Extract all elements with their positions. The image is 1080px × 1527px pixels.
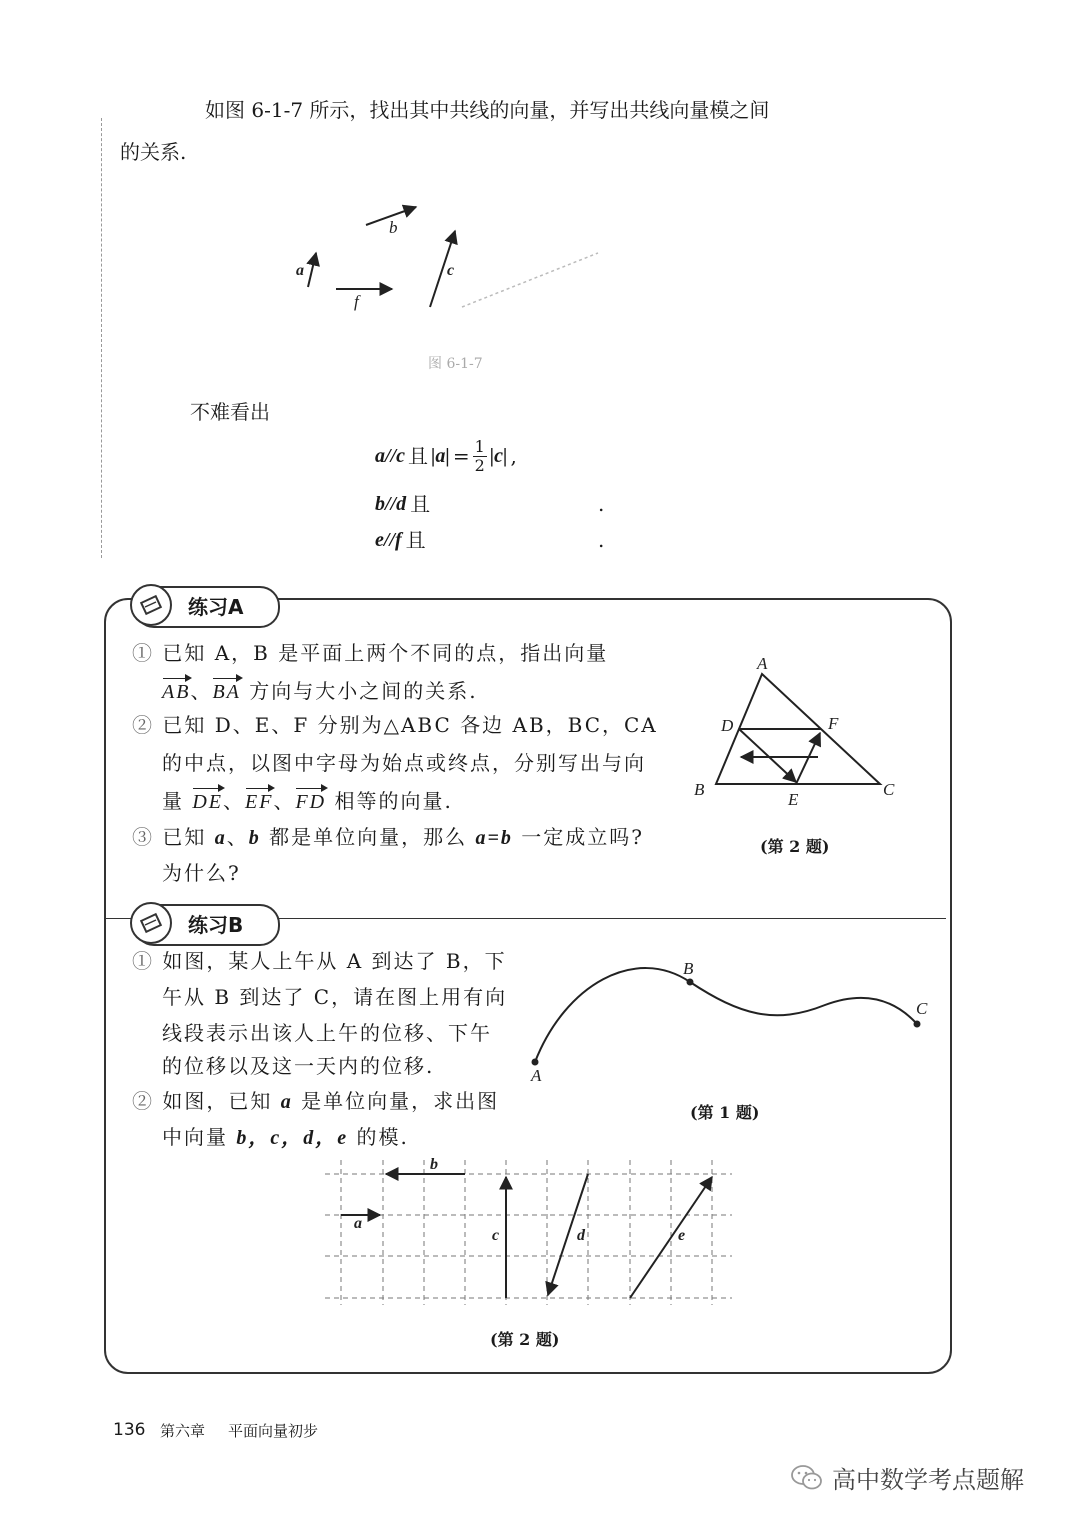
exercise-a-q1-line1: ① 已知 A，B 是平面上两个不同的点，指出向量 <box>132 641 609 665</box>
relation-1-end: , <box>510 444 517 469</box>
grid-lines <box>325 1160 732 1305</box>
tri-label-D: D <box>721 716 734 735</box>
exercise-b-q2-line2: 中向量 b，c，d，e 的模. <box>162 1125 409 1149</box>
relation-2-left: b//d <box>375 493 407 515</box>
tri-label-B: B <box>694 780 705 799</box>
watermark <box>790 1460 1024 1495</box>
wechat-icon <box>790 1464 824 1492</box>
curve-label-A: A <box>531 1066 542 1085</box>
example-prompt-line2: 的关系. <box>120 140 187 164</box>
relation-3-left: e//f <box>375 529 402 551</box>
exercise-a-badge <box>130 584 172 626</box>
point-A <box>532 1059 539 1066</box>
relation-2-mid: 且 <box>410 492 431 516</box>
observe-text: 不难看出 <box>190 400 270 424</box>
vector-BA: BA <box>212 676 240 708</box>
grid-label-c: c <box>492 1227 500 1244</box>
fraction-numerator: 1 <box>474 437 485 456</box>
figure-6-1-7 <box>280 195 620 325</box>
relation-1 <box>375 438 517 474</box>
fraction-denominator: 2 <box>474 455 485 475</box>
exercise-b-q1-number: ① <box>132 949 154 973</box>
exercise-a-q3-number: ③ <box>132 825 154 849</box>
arrow-to-F <box>796 733 820 784</box>
curve-label-C: C <box>916 999 928 1018</box>
triangle-caption: (第 2 题) <box>760 837 830 856</box>
label-b: b <box>389 218 398 237</box>
vector-FD: FD <box>295 786 326 818</box>
arrow-to-E <box>739 729 796 782</box>
grid-caption: (第 2 题) <box>490 1330 560 1349</box>
tri-label-A: A <box>757 654 768 673</box>
relation-3 <box>375 524 426 556</box>
path-A-B-C <box>535 968 917 1062</box>
exercise-a-title: 练习A <box>188 595 244 619</box>
chapter-label: 第六章 <box>160 1422 206 1440</box>
curve-caption: (第 1 题) <box>690 1103 760 1122</box>
relation-2 <box>375 488 430 520</box>
vector-a <box>308 253 316 287</box>
label-c: c <box>447 262 455 279</box>
relation-2-end: . <box>598 492 605 516</box>
margin-dashed-line <box>101 118 102 558</box>
exercise-b-title: 练习B <box>188 913 244 937</box>
example-prompt-line1: 如图 6-1-7 所示，找出其中共线的向量，并写出共线向量模之间 <box>205 98 770 122</box>
grid-label-e: e <box>678 1227 686 1244</box>
relation-3-end: . <box>598 528 605 552</box>
exercise-b-q1-line2: 午从 B 到达了 C，请在图上用有向 <box>162 985 508 1009</box>
relation-1-abs-a: |a| <box>431 445 450 468</box>
curve-label-B: B <box>683 959 694 978</box>
relation-1-left: a//c <box>375 445 405 468</box>
exercise-a-q1-line2: AB、BA 方向与大小之间的关系. <box>162 675 478 708</box>
tri-label-F: F <box>828 714 839 733</box>
label-f: f <box>354 292 359 311</box>
curve-figure <box>525 955 935 1075</box>
exercise-b-badge <box>130 902 172 944</box>
tri-label-C: C <box>883 780 895 799</box>
exercise-a-q3-line1: ③ 已知 a、b 都是单位向量，那么 a=b 一定成立吗? <box>132 825 644 849</box>
vector-DE: DE <box>192 786 223 818</box>
watermark-text: 高中数学考点题解 <box>832 1466 1024 1494</box>
book-icon <box>139 911 163 935</box>
vector-EF: EF <box>245 786 273 818</box>
tri-label-E: E <box>788 790 799 809</box>
relation-3-mid: 且 <box>405 528 426 552</box>
exercise-a-q2-line2: 的中点，以图中字母为始点或终点，分别写出与向 <box>162 751 646 775</box>
exercise-b-q2-line1: ② 如图，已知 a 是单位向量，求出图 <box>132 1089 500 1113</box>
exercise-b-q1-line4: 的位移以及这一天内的位移. <box>162 1054 435 1078</box>
book-icon <box>139 593 163 617</box>
exercise-b-q1-line3: 线段表示出该人上午的位移、下午 <box>162 1021 492 1045</box>
grid-label-d: d <box>577 1227 585 1244</box>
grid-label-b: b <box>430 1156 438 1173</box>
vector-AB: AB <box>162 676 190 708</box>
exercise-a-q3-line2: 为什么? <box>162 861 241 885</box>
exercise-b-q1-line1: ① 如图，某人上午从 A 到达了 B，下 <box>132 949 507 973</box>
exercise-a-q1-number: ① <box>132 641 154 665</box>
vector-grid-figure <box>320 1155 740 1310</box>
figure-caption: 图 6-1-7 <box>428 356 483 372</box>
label-a: a <box>296 262 304 279</box>
point-B <box>687 979 694 986</box>
relation-1-eq: = <box>452 444 470 469</box>
page-number: 136 <box>113 1420 146 1440</box>
fraction-one-half <box>473 438 487 474</box>
exercise-b-q2-number: ② <box>132 1089 154 1113</box>
faint-dashed-segment <box>462 253 598 307</box>
exercise-a-q2-line1: ② 已知 D、E、F 分别为△ABC 各边 AB，BC，CA <box>132 713 658 737</box>
chapter-title: 平面向量初步 <box>228 1422 319 1440</box>
exercise-a-q2-number: ② <box>132 713 154 737</box>
grid-label-a: a <box>354 1215 362 1232</box>
exercise-a-q2-line3: 量 DE、EF、FD 相等的向量. <box>162 785 453 818</box>
relation-1-mid: 且 <box>408 444 428 469</box>
point-C <box>914 1021 921 1028</box>
relation-1-abs-c: |c| <box>489 445 508 468</box>
